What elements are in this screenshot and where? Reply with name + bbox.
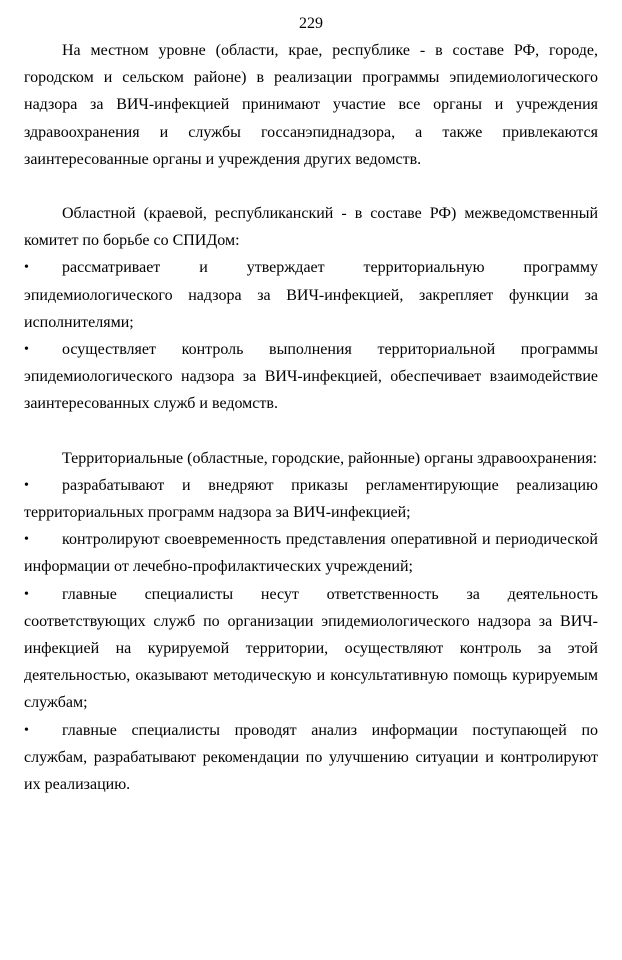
bullet-mark: • bbox=[24, 532, 29, 548]
paragraph-gap bbox=[24, 418, 598, 445]
health-bodies-bullet-item bbox=[24, 526, 598, 580]
page-number: 229 bbox=[299, 15, 323, 32]
paragraph-gap bbox=[24, 173, 598, 200]
health-bodies-heading: Территориальные (областные, городские, районные) органы здравоохранения: bbox=[62, 449, 598, 467]
committee-bullet-item bbox=[24, 336, 598, 418]
committee-bullet-item bbox=[24, 254, 598, 336]
health-bodies-bullet-text: контролируют своевременность представления оперативной и периодической информации от лечебно-профилактических учреждений; bbox=[24, 531, 598, 576]
health-bodies-bullet-text: главные специалисты несут ответственность за деятельность соответствующих служб по организации эпидемиологического надзора за ВИЧ-инфекцией на курируемой территории, осуществляют контроль за этой деятельностью, оказывают методическую и консультативную помощь курируемым службам; bbox=[24, 585, 598, 712]
intro-paragraph: На местном уровне (области, крае, республике - в составе РФ, городе, городском и сельском районе) в реализации программы эпидемиологического надзора за ВИЧ-инфекцией принимают участие все органы и учреждения здравоохранения и службы госсанэпиднадзора, а также привлекаются заинтересованные органы и учреждения других ведомств. bbox=[24, 42, 598, 168]
committee-heading: Областной (краевой, республиканский - в составе РФ) межведомственный комитет по борьбе со СПИДом: bbox=[24, 205, 598, 250]
health-bodies-bullet-item bbox=[24, 581, 598, 717]
committee-bullet-text: рассматривает и утверждает территориальную программу эпидемиологического надзора за ВИЧ-инфекцией, закрепляет функции за исполнителями; bbox=[24, 259, 598, 331]
bullet-mark: • bbox=[24, 586, 29, 602]
committee-bullet-text: осуществляет контроль выполнения территориальной программы эпидемиологического надзора за ВИЧ-инфекцией, обеспечивает взаимодействие заинтересованных служб и ведомств. bbox=[24, 341, 598, 413]
health-bodies-bullet-item bbox=[24, 472, 598, 526]
bullet-mark: • bbox=[24, 260, 29, 276]
bullet-mark: • bbox=[24, 722, 29, 738]
bullet-mark: • bbox=[24, 342, 29, 358]
page-content bbox=[24, 37, 598, 798]
bullet-mark: • bbox=[24, 477, 29, 493]
health-bodies-bullet-text: главные специалисты проводят анализ информации поступающей по службам, разрабатывают рекомендации по улучшению ситуации и контролируют их реализацию. bbox=[24, 721, 598, 794]
health-bodies-bullet-text: разрабатывают и внедряют приказы регламентирующие реализацию территориальных программ надзора за ВИЧ-инфекцией; bbox=[24, 476, 598, 522]
health-bodies-bullet-item bbox=[24, 717, 598, 799]
